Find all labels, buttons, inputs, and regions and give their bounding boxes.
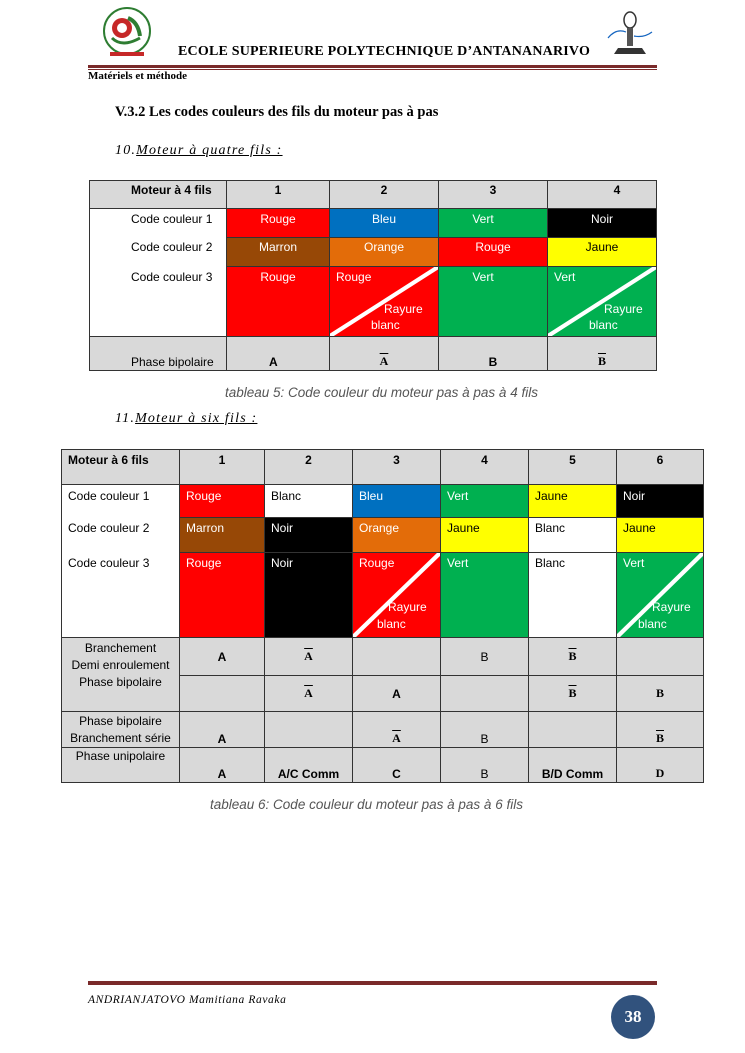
- col-header: 2: [330, 181, 439, 209]
- color-cell: Jaune: [529, 485, 617, 518]
- col-header: 3: [439, 181, 548, 209]
- stripe-label: Rayure: [384, 302, 423, 316]
- subheading-four-wires: [115, 143, 283, 159]
- color-cell: Jaune: [548, 238, 657, 267]
- col-header: 5: [529, 450, 617, 485]
- row-label-line: Demi enroulement: [71, 658, 170, 672]
- phase-cell: [441, 676, 529, 712]
- subheading-number: 10.: [115, 143, 137, 158]
- phase-value: $\overline{A}$: [304, 649, 313, 663]
- phase-cell: [330, 337, 439, 371]
- phase-value: $\overline{A}$: [379, 354, 389, 368]
- phase-cell: A: [227, 337, 330, 371]
- col-header: 3: [353, 450, 441, 485]
- phase-value: $\overline{B}$: [655, 731, 664, 745]
- phase-cell: [265, 638, 353, 676]
- stripe-label-2: blanc: [638, 617, 667, 631]
- col-header: 1: [227, 181, 330, 209]
- table-four-wires: [89, 180, 657, 371]
- color-cell: Rouge: [227, 209, 330, 238]
- phase-cell: B/D Comm: [529, 748, 617, 783]
- page-number: 38: [611, 995, 655, 1039]
- subheading-six-wires: [115, 411, 257, 427]
- row-label-line: Phase bipolaire: [79, 714, 162, 728]
- phase-cell: B: [617, 676, 704, 712]
- phase-cell: [529, 712, 617, 748]
- color-cell: Bleu: [330, 209, 439, 238]
- color-cell: Rouge: [180, 553, 265, 638]
- phase-cell: [617, 638, 704, 676]
- header-rule: [88, 65, 657, 68]
- phase-cell: A: [180, 712, 265, 748]
- row-label-line: Branchement série: [70, 731, 171, 745]
- phase-cell: A: [353, 676, 441, 712]
- base-color-label: Rouge: [359, 556, 395, 570]
- corner-cell: Moteur à 6 fils: [62, 450, 180, 485]
- caption-table-5: tableau 5: Code couleur du moteur pas à pas à 4 fils: [225, 385, 538, 400]
- phase-cell: B: [439, 337, 548, 371]
- stripe-label: Rayure: [604, 302, 643, 316]
- phase-cell: [353, 712, 441, 748]
- phase-cell: [529, 638, 617, 676]
- striped-color-cell: [617, 553, 704, 638]
- phase-cell: D: [617, 748, 704, 783]
- row-label-demi: [62, 638, 180, 712]
- row-label: Code couleur 1: [62, 485, 180, 518]
- phase-value: $\overline{B}$: [597, 354, 606, 368]
- subheading-number: 11.: [115, 411, 136, 426]
- col-header: 4: [548, 181, 657, 209]
- color-cell: Blanc: [265, 485, 353, 518]
- striped-color-cell: [330, 267, 439, 337]
- subheading-title: Moteur à six fils :: [135, 411, 258, 426]
- color-cell: Jaune: [441, 518, 529, 553]
- color-cell: Rouge: [439, 238, 548, 267]
- school-logo: [98, 6, 156, 58]
- phase-value: $\overline{A}$: [392, 731, 401, 745]
- stripe-label: Rayure: [652, 600, 691, 614]
- subheading-title: Moteur à quatre fils :: [136, 143, 283, 158]
- color-cell: Noir: [548, 209, 657, 238]
- phase-value: $\overline{A}$: [304, 686, 313, 700]
- col-header: 1: [180, 450, 265, 485]
- row-label: Code couleur 3: [62, 553, 180, 638]
- row-label-serie: [62, 712, 180, 748]
- color-cell: Vert: [439, 209, 548, 238]
- color-cell: Noir: [617, 485, 704, 518]
- lab-logo: [604, 8, 656, 58]
- color-cell: Rouge: [227, 267, 330, 337]
- color-cell: Orange: [330, 238, 439, 267]
- phase-cell: C: [353, 748, 441, 783]
- phase-cell: A/C Comm: [265, 748, 353, 783]
- section-title: Matériels et méthode: [88, 70, 187, 82]
- phase-value: $\overline{B}$: [568, 649, 577, 663]
- stripe-label: Rayure: [388, 600, 427, 614]
- color-cell: Noir: [265, 553, 353, 638]
- phase-cell: [353, 638, 441, 676]
- col-header: 2: [265, 450, 353, 485]
- color-cell: Jaune: [617, 518, 704, 553]
- phase-cell: [265, 676, 353, 712]
- color-cell: Vert: [441, 485, 529, 518]
- table-six-wires: [61, 449, 704, 783]
- base-color-label: Vert: [623, 556, 645, 570]
- phase-cell: B: [441, 712, 529, 748]
- phase-cell: [617, 712, 704, 748]
- color-cell: Blanc: [529, 553, 617, 638]
- row-label: Code couleur 2: [90, 238, 227, 267]
- phase-value: $\overline{B}$: [568, 686, 577, 700]
- color-cell: Marron: [227, 238, 330, 267]
- color-cell: Bleu: [353, 485, 441, 518]
- color-cell: Vert: [439, 267, 548, 337]
- corner-cell: Moteur à 4 fils: [90, 181, 227, 209]
- row-label-line: Phase bipolaire: [79, 675, 162, 689]
- color-cell: Noir: [265, 518, 353, 553]
- stripe-label-2: blanc: [589, 318, 618, 332]
- row-label: Code couleur 3: [90, 267, 227, 337]
- striped-color-cell: [353, 553, 441, 638]
- stripe-label-2: blanc: [377, 617, 406, 631]
- stripe-label-2: blanc: [371, 318, 400, 332]
- phase-cell: [529, 676, 617, 712]
- color-cell: Rouge: [180, 485, 265, 518]
- phase-cell: [548, 337, 657, 371]
- footer-rule: [88, 981, 657, 985]
- row-label: Phase bipolaire: [90, 337, 227, 371]
- phase-cell: [180, 676, 265, 712]
- phase-cell: B: [441, 748, 529, 783]
- color-cell: Vert: [441, 553, 529, 638]
- heading: V.3.2 Les codes couleurs des fils du moteur pas à pas: [115, 104, 439, 120]
- row-label: Code couleur 1: [90, 209, 227, 238]
- phase-cell: B: [441, 638, 529, 676]
- author: ANDRIANJATOVO Mamitiana Ravaka: [88, 994, 287, 1006]
- phase-cell: A: [180, 638, 265, 676]
- col-header: 6: [617, 450, 704, 485]
- school-name: ECOLE SUPERIEURE POLYTECHNIQUE D’ANTANANARIVO: [178, 44, 591, 59]
- color-cell: Orange: [353, 518, 441, 553]
- row-label: Phase unipolaire: [62, 748, 180, 783]
- phase-cell: [265, 712, 353, 748]
- caption-table-6: tableau 6: Code couleur du moteur pas à pas à 6 fils: [210, 797, 523, 812]
- base-color-label: Vert: [554, 270, 576, 284]
- color-cell: Marron: [180, 518, 265, 553]
- phase-cell: A: [180, 748, 265, 783]
- col-header: 4: [441, 450, 529, 485]
- row-label-line: Branchement: [84, 641, 157, 655]
- color-cell: Blanc: [529, 518, 617, 553]
- striped-color-cell: [548, 267, 657, 337]
- row-label: Code couleur 2: [62, 518, 180, 553]
- base-color-label: Rouge: [336, 270, 372, 284]
